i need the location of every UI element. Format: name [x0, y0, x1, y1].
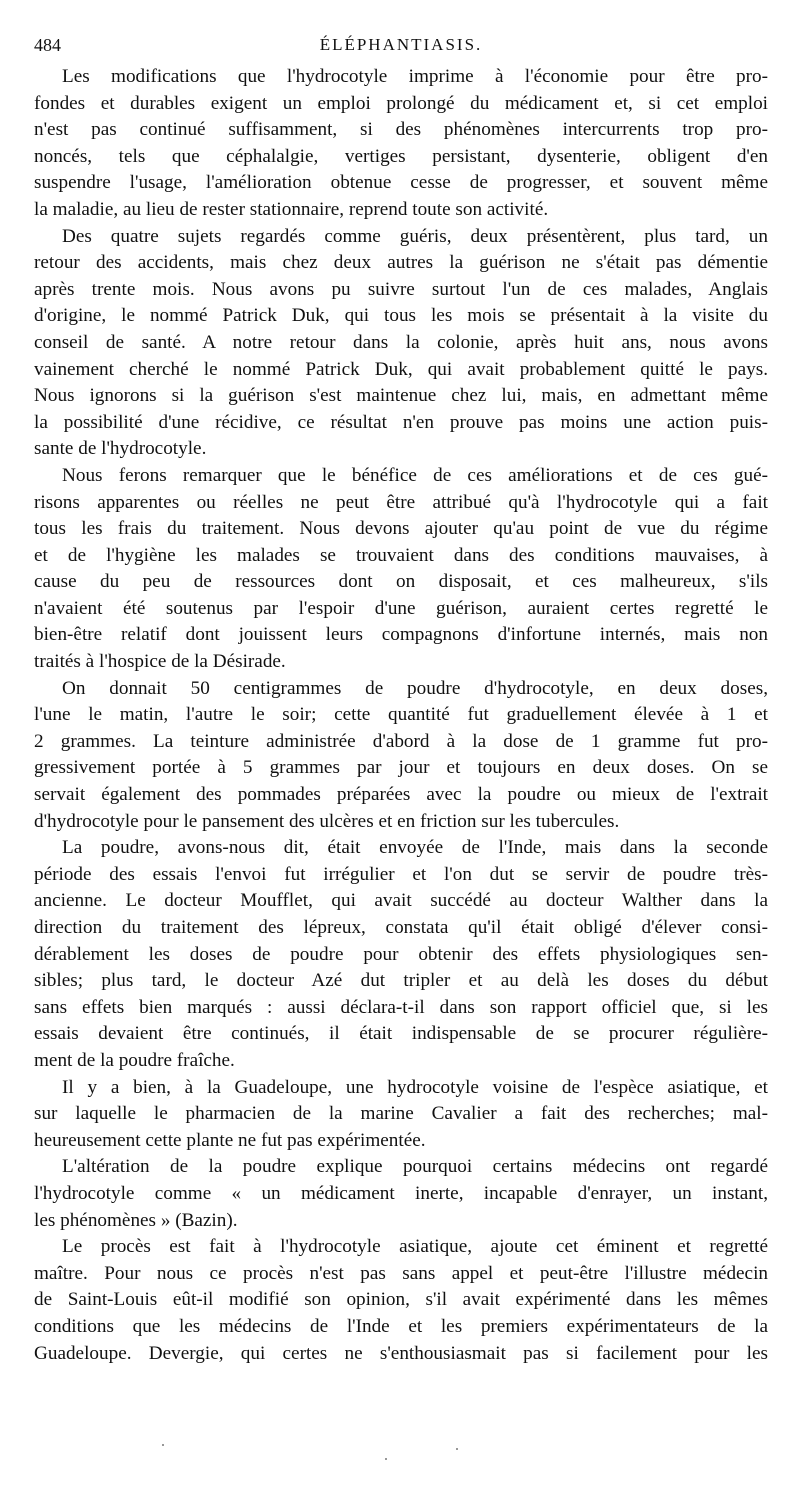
text-line: après trente mois. Nous avons pu suivre surtout l'un de ces malades, Anglais: [34, 278, 768, 300]
text-line: et de l'hygiène les malades se trouvaient dans des conditions mauvaises, à: [34, 544, 768, 566]
text-line: cause du peu de ressources dont on disposait, et ces malheureux, s'ils: [34, 571, 768, 593]
text-line: tous les frais du traitement. Nous devons ajouter qu'au point de vue du régime: [34, 518, 768, 540]
text-line: sans effets bien marqués : aussi déclara-t-il dans son rapport officiel que, si les: [34, 996, 768, 1018]
text-line: essais devaient être continués, il était indispensable de se procurer régulière-: [34, 1023, 768, 1045]
text-line: traités à l'hospice de la Désirade.: [34, 651, 286, 673]
text-line: risons apparentes ou réelles ne peut être attribué qu'à l'hydrocotyle qui a fait: [34, 491, 768, 513]
text-line: ment de la poudre fraîche.: [34, 1049, 235, 1071]
text-line: ancienne. Le docteur Moufflet, qui avait succédé au docteur Walther dans la: [34, 890, 768, 912]
text-line: fondes et durables exigent un emploi prolongé du médicament et, si cet emploi: [34, 92, 768, 114]
scan-speck: [456, 1448, 458, 1450]
text-line: sur laquelle le pharmacien de la marine Cavalier a fait des recherches; mal-: [34, 1103, 768, 1125]
text-line: n'est pas continué suffisamment, si des phénomènes intercurrents trop pro-: [34, 119, 768, 141]
text-line: L'altération de la poudre explique pourquoi certains médecins ont regardé: [62, 1156, 768, 1178]
text-line: retour des accidents, mais chez deux autres la guérison ne s'était pas démentie: [34, 252, 768, 274]
text-line: la possibilité d'une récidive, ce résultat n'en prouve pas moins une action puis-: [34, 411, 768, 433]
body-text: [34, 64, 768, 1367]
paragraph: [34, 463, 768, 676]
paragraph: [34, 835, 768, 1074]
text-line: sibles; plus tard, le docteur Azé dut tripler et au delà les doses du début: [34, 970, 768, 992]
text-line: d'origine, le nommé Patrick Duk, qui tous les mois se présentait à la visite du: [34, 305, 768, 327]
text-line: noncés, tels que céphalalgie, vertiges persistant, dysenterie, obligent d'en: [34, 145, 768, 167]
page-number: 484: [34, 35, 61, 55]
text-line: maître. Pour nous ce procès n'est pas sans appel et peut-être l'illustre médecin: [34, 1262, 768, 1284]
text-line: période des essais l'envoi fut irrégulier et l'on dut se servir de poudre très-: [34, 863, 768, 885]
text-line: la maladie, au lieu de rester stationnaire, reprend toute son activité.: [34, 198, 549, 220]
scan-specks: [0, 1440, 800, 1470]
text-line: vainement cherché le nommé Patrick Duk, qui avait probablement quitté le pays.: [34, 358, 768, 380]
text-line: conditions que les médecins de l'Inde et les premiers expérimentateurs de la: [34, 1315, 768, 1337]
paragraph: [34, 1234, 768, 1367]
text-line: sante de l'hydrocotyle.: [34, 438, 207, 460]
text-line: l'une le matin, l'autre le soir; cette quantité fut graduellement élevée à 1 et: [34, 704, 768, 726]
text-line: direction du traitement des lépreux, constata qu'il était obligé d'élever consi-: [34, 917, 768, 938]
text-line: Le procès est fait à l'hydrocotyle asiatique, ajoute cet éminent et regretté: [62, 1236, 768, 1258]
text-line: heureusement cette plante ne fut pas expérimentée.: [34, 1129, 426, 1151]
text-line: Nous ignorons si la guérison s'est maintenue chez lui, mais, en admettant même: [34, 385, 768, 407]
text-line: l'hydrocotyle comme « un médicament inerte, incapable d'enrayer, un instant,: [34, 1182, 768, 1204]
paragraph: [34, 676, 768, 836]
text-line: suspendre l'usage, l'amélioration obtenue cesse de progresser, et souvent même: [34, 172, 768, 194]
scan-speck: [385, 1458, 387, 1460]
running-title: ÉLÉPHANTIASIS.: [319, 35, 483, 54]
text-line: n'avaient été soutenus par l'espoir d'une guérison, auraient certes regretté le: [34, 597, 768, 619]
text-line: La poudre, avons-nous dit, était envoyée de l'Inde, mais dans la seconde: [62, 837, 768, 859]
text-line: Guadeloupe. Devergie, qui certes ne s'enthousiasmait pas si facilement pour les: [34, 1342, 768, 1364]
scan-speck: [162, 1444, 164, 1446]
paragraph: [34, 1154, 768, 1234]
paragraph: [34, 64, 768, 224]
text-line: On donnait 50 centigrammes de poudre d'hydrocotyle, en deux doses,: [62, 677, 768, 699]
text-line: Des quatre sujets regardés comme guéris, deux présentèrent, plus tard, un: [62, 225, 768, 247]
text-line: conseil de santé. A notre retour dans la colonie, après huit ans, nous avons: [34, 331, 768, 353]
text-line: les phénomènes » (Bazin).: [34, 1209, 238, 1231]
paragraph: [34, 1075, 768, 1155]
text-line: Il y a bien, à la Guadeloupe, une hydrocotyle voisine de l'espèce asiatique, et: [62, 1076, 768, 1098]
paragraph: [34, 224, 768, 463]
text-line: de Saint-Louis eût-il modifié son opinion, s'il avait expérimenté dans les mêmes: [34, 1289, 768, 1311]
text-line: dérablement les doses de poudre pour obtenir des effets physiologiques sen-: [34, 943, 768, 965]
text-line: servait également des pommades préparées avec la poudre ou mieux de l'extrait: [34, 784, 768, 806]
text-line: 2 grammes. La teinture administrée d'abord à la dose de 1 gramme fut pro-: [34, 730, 768, 752]
text-line: gressivement portée à 5 grammes par jour et toujours en deux doses. On se: [34, 757, 768, 779]
running-header: [34, 30, 768, 60]
text-line: Nous ferons remarquer que le bénéfice de ces améliorations et de ces gué-: [62, 464, 768, 486]
text-line: bien-être relatif dont jouissent leurs compagnons d'infortune internés, mais non: [34, 624, 768, 646]
text-line: Les modifications que l'hydrocotyle imprime à l'économie pour être pro-: [62, 66, 768, 87]
text-line: d'hydrocotyle pour le pansement des ulcères et en friction sur les tubercules.: [34, 810, 620, 832]
